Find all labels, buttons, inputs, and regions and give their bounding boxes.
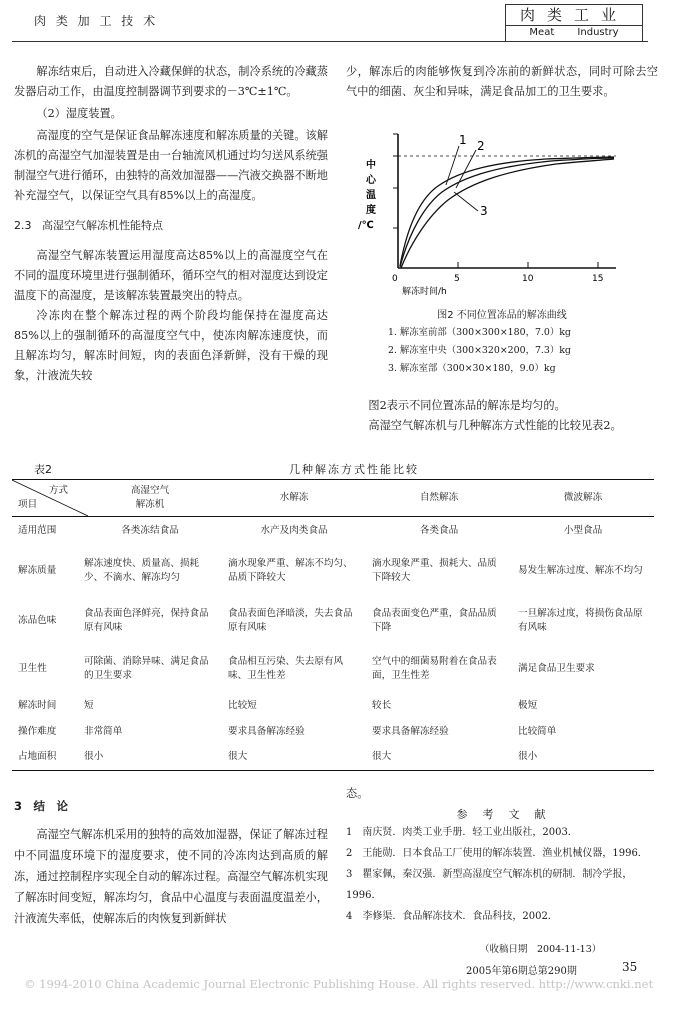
figure-caption: 图2 不同位置冻品的解冻曲线 [437,310,567,321]
table-cell: 很小 [84,751,104,763]
table-cell: 很大 [228,751,248,763]
table-row [12,745,654,771]
table-title: 几种解冻方式性能比较 [289,463,419,476]
received-date: （收稿日期 2004-11-13） [480,944,602,955]
paragraph: 冷冻肉在整个解冻过程的两个阶段均能保持在湿度高达85%以上的强制循环的高湿度空气中，使冻肉解冻速度快，而且解冻均匀，解冻时间短，肉的表面色泽新鲜，没有干燥的现象，汁液流失较 [14,309,328,382]
legend-item: 3. 解冻室部（300×30×180，9.0）kg [388,363,556,374]
right-column-bottom [346,396,658,436]
paragraph: 解冻结束后，自动进入冷藏保鲜的状态，制冷系统的冷藏蒸发器启动工作，由温度控制器调节到要求的－3℃±1℃。 [14,65,328,98]
diagonal-line [12,480,88,516]
curve-label-2: 2 [477,139,485,153]
table-cell: 解冻速度快、质量高、损耗少、不滴水、解冻均匀 [84,557,200,583]
table-cell: 一旦解冻过度，将损伤食品原有风味 [518,607,643,633]
table-cell: 满足食品卫生要求 [518,662,595,674]
paragraph: 态。 [346,787,369,800]
conclusion-body [14,824,328,929]
running-header: 肉 类 加 工 技 术 [34,14,159,28]
table-row [12,693,654,719]
table-cell: 食品表面色泽鲜亮，保持食品原有风味 [84,607,209,633]
reference-item: 2 王能勋．日本食品工厂使用的解冻装置．渔业机械仪器，1996． [346,848,648,859]
y-label-line: 温 [366,190,376,201]
table-cell: 滴水现象严重、损耗大、品质下降较大 [372,557,497,583]
journal-masthead [505,4,643,42]
column-header: 自然解冻 [419,492,459,503]
table-row [12,719,654,745]
section-title: 高湿空气解冻机性能特点 [42,219,163,232]
journal-title-cn: 肉类工业 [506,5,642,26]
row-label: 占地面积 [18,751,57,763]
table-cell: 要求具备解冻经验 [228,725,305,737]
table-cell: 滴水现象严重、解冻不均匀、品质下降较大 [228,557,353,583]
table-cell: 比较短 [228,699,257,711]
right-column-top [346,62,658,102]
table-cell: 要求具备解冻经验 [372,725,449,737]
table-row [12,517,654,545]
table-cell: 小型食品 [563,524,603,536]
table-row [12,545,654,597]
references-list [346,822,656,927]
row-label: 解冻质量 [18,564,57,576]
table-header-row [12,480,654,517]
figure-legend [388,324,658,378]
table-cell: 较长 [372,699,392,711]
curve-label-1: 1 [459,133,467,147]
corner-bottom: 项目 [18,499,38,510]
paragraph: 高湿空气解冻机采用的独特的高效加湿器，保证了解冻过程中不同温度环境下的湿度要求，使不同的冷冻肉达到高质的解冻，通过控制程序实现全自动的解冻过程。高湿空气解冻机实现了解冻时间变短，解冻均匀，食品中心温度与表面温度温差小，汁液流失率低，使解冻后的肉恢复到新鲜状 [14,828,328,925]
table-row [12,645,654,693]
table-row [12,597,654,645]
table-cell: 食品表面变色严重，食品品质下降 [372,607,497,633]
table-cell: 易发生解冻过度、解冻不均匀 [518,564,643,576]
y-label-line: 心 [366,175,376,186]
left-column [14,62,328,386]
table-cell: 非常简单 [84,725,123,737]
paragraph: 高湿度的空气是保证食品解冻速度和解冻质量的关键。该解冻机的高湿空气加湿装置是由一台轴流风机通过均匀送风系统强制湿空气进行循环，由独特的高效加湿器——汽液交换器不断地补充湿空气，以保证空气具有85%以上的高湿度。 [14,129,328,202]
table-cell: 食品表面色泽暗淡，失去食品原有风味 [228,607,353,633]
journal-title-en: Meat Industry [529,27,619,38]
paragraph: 图2表示不同位置冻品的解冻是均匀的。 [368,399,566,412]
table-cell: 很大 [372,751,392,763]
table-cell: 水产及肉类食品 [260,524,328,536]
row-label: 冻品色味 [18,614,57,626]
legend-item: 2. 解冻室中央（300×320×200，7.3）kg [388,345,571,356]
x-tick-label: 15 [592,274,604,284]
table-cell: 比较简单 [518,725,557,737]
y-axis-label [358,158,377,231]
row-label: 操作难度 [18,725,57,737]
thawing-curve-plot [346,128,656,298]
row-label: 卫生性 [18,662,47,674]
x-tick-label: 10 [522,274,534,284]
x-axis-label: 解冻时间/h [402,287,447,297]
copyright-watermark: © 1994-2010 China Academic Journal Electronic Publishing House. All rights reserved. http://www.cnki.net [24,977,654,991]
issue-info: 2005年第6期总第290期 [466,966,577,977]
row-label: 适用范围 [18,524,57,536]
section-heading [14,216,328,236]
y-label-line: 度 [366,205,376,216]
curve-label-3: 3 [480,204,488,218]
corner-cell [12,480,78,517]
figure-2 [346,128,656,298]
reference-item: 3 瞿家佩，秦汉强．新型高湿度空气解冻机的研制．制冷学报，1996． [346,869,633,901]
conclusion-continued [346,784,658,804]
section-number: 2.3 [14,219,32,232]
references-heading: 参 考 文 献 [456,808,548,821]
conclusion-heading: 3 结 论 [14,799,69,813]
column-header: 高湿空气 解冻机 [130,485,170,510]
legend-item: 1. 解冻室前部（300×300×180，7.0）kg [388,327,571,338]
row-label: 解冻时间 [18,699,57,711]
x-tick-label: 5 [454,274,460,284]
page-number: 35 [622,960,638,974]
header-rule [12,41,648,42]
corner-top: 方式 [48,485,68,496]
subsection-heading: （2）湿度装置。 [36,107,122,120]
comparison-table [12,479,654,771]
x-tick-labels [392,274,603,284]
table-cell: 食品相互污染、失去原有风味、卫生性差 [228,655,344,681]
y-label-line: /℃ [358,220,374,231]
column-header: 水解冻 [279,492,309,503]
table-cell: 各类冻结食品 [121,524,179,536]
table-label: 表2 [34,463,52,476]
y-label-line: 中 [366,160,376,171]
x-tick-label: 0 [392,274,398,284]
paragraph: 少，解冻后的肉能够恢复到冷冻前的新鲜状态，同时可除去空气中的细菌、灰尘和异味，满足食品加工的卫生要求。 [346,65,658,98]
table-cell: 空气中的细菌易附着在食品表面，卫生性差 [372,655,497,681]
table-cell: 极短 [518,699,538,711]
reference-item: 1 南庆贤．肉类工业手册．轻工业出版社，2003． [346,827,578,838]
reference-item: 4 李修渠．食品解冻技术．食品科技，2002． [346,911,558,922]
paragraph: 高湿空气解冻机与几种解冻方式性能的比较见表2。 [368,419,622,432]
table-cell: 各类食品 [419,524,459,536]
column-header: 微波解冻 [563,492,603,503]
table-cell: 可除菌、消除异味、满足食品的卫生要求 [84,655,209,681]
paragraph: 高湿空气解冻装置运用湿度高达85%以上的高湿度空气在不同的温度环境里进行强制循环，循环空气的相对湿度达到设定温度下的高湿度，是该解冻装置最突出的特点。 [14,249,328,302]
table-cell: 短 [84,699,94,711]
table-cell: 很小 [518,751,538,763]
